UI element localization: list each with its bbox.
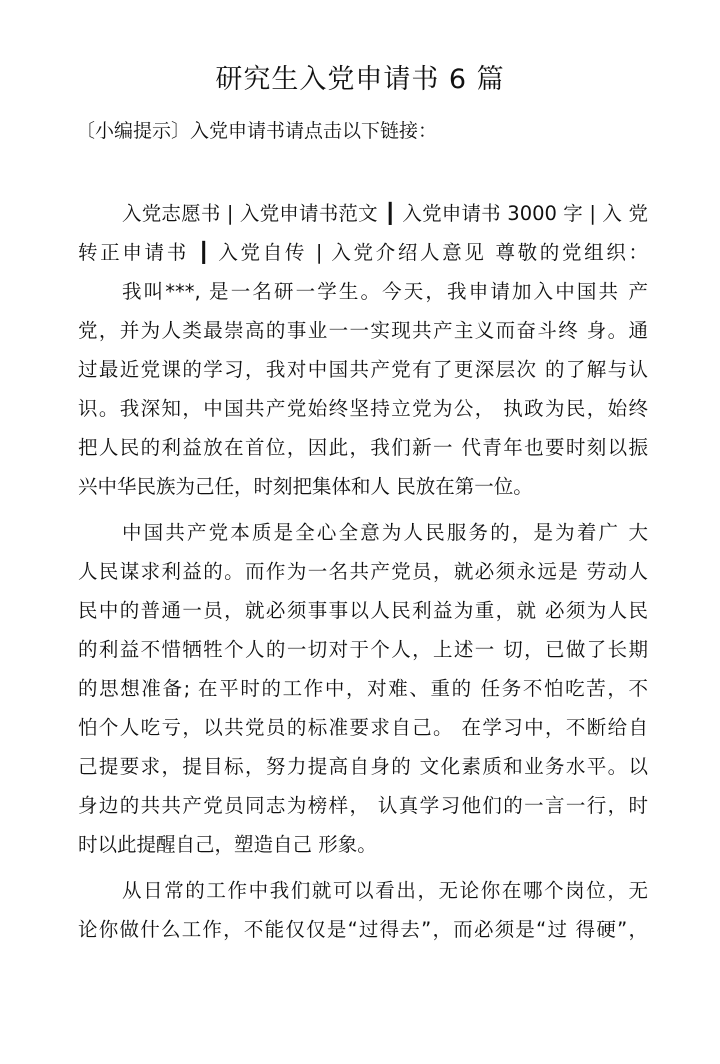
body-line: 论你做什么工作，不能仅仅是“过得去”，而必须是“过 得硬”， — [78, 918, 648, 941]
body-line: 入党志愿书 | 入党申请书范文 ┃ 入党申请书 3000 字 | 入 党 — [122, 202, 648, 225]
paragraph-gap — [78, 864, 648, 871]
body-line: 身边的共共产党员同志为榜样， 认真学习他们的一言一行，时 — [78, 794, 648, 817]
document-body — [78, 194, 648, 949]
document-title: 研究生入党申请书 6 篇 — [215, 64, 505, 95]
body-line: 中国共产党本质是全心全意为人民服务的，是为着广 大 — [122, 521, 648, 544]
body-line: 民中的普通一员，就必须事事以人民利益为重，就 必须为人民 — [78, 599, 648, 622]
body-line: 时以此提醒自己，塑造自己 形象。 — [78, 833, 377, 856]
body-line: 过最近党课的学习，我对中国共产党有了更深层次 的了解与认 — [78, 358, 648, 381]
paragraph-gap — [78, 506, 648, 513]
body-line: 转正申请书 ┃ 入党自传 | 入党介绍人意见 尊敬的党组织： — [78, 241, 648, 264]
body-line: 的利益不惜牺牲个人的一切对于个人，上述一 切，已做了长期 — [78, 638, 648, 661]
body-line: 的思想准备; 在平时的工作中，对难、重的 任务不怕吃苦，不 — [78, 677, 648, 700]
body-line: 兴中华民族为己任，时刻把集体和人 民放在第一位。 — [78, 475, 533, 498]
body-line: 己提要求，提目标，努力提高自身的 文化素质和业务水平。以 — [78, 755, 648, 778]
body-line: 从日常的工作中我们就可以看出，无论你在哪个岗位，无 — [122, 879, 648, 902]
body-line: 党，并为人类最崇高的事业一一实现共产主义而奋斗终 身。通 — [78, 319, 648, 342]
body-line: 怕个人吃亏，以共党员的标准要求自己。 在学习中，不断给自 — [78, 716, 648, 739]
body-line: 把人民的利益放在首位，因此，我们新一 代青年也要时刻以振 — [78, 436, 648, 459]
body-line: 我叫***, 是一名研一学生。今天，我申请加入中国共 产 — [122, 280, 648, 303]
body-line: 人民谋求利益的。而作为一名共产党员，就必须永远是 劳动人 — [78, 560, 648, 583]
editor-tip: 〔小编提示〕入党申请书请点击以下链接： — [76, 120, 438, 142]
body-line: 识。我深知，中国共产党始终坚持立党为公， 执政为民，始终 — [78, 397, 648, 420]
